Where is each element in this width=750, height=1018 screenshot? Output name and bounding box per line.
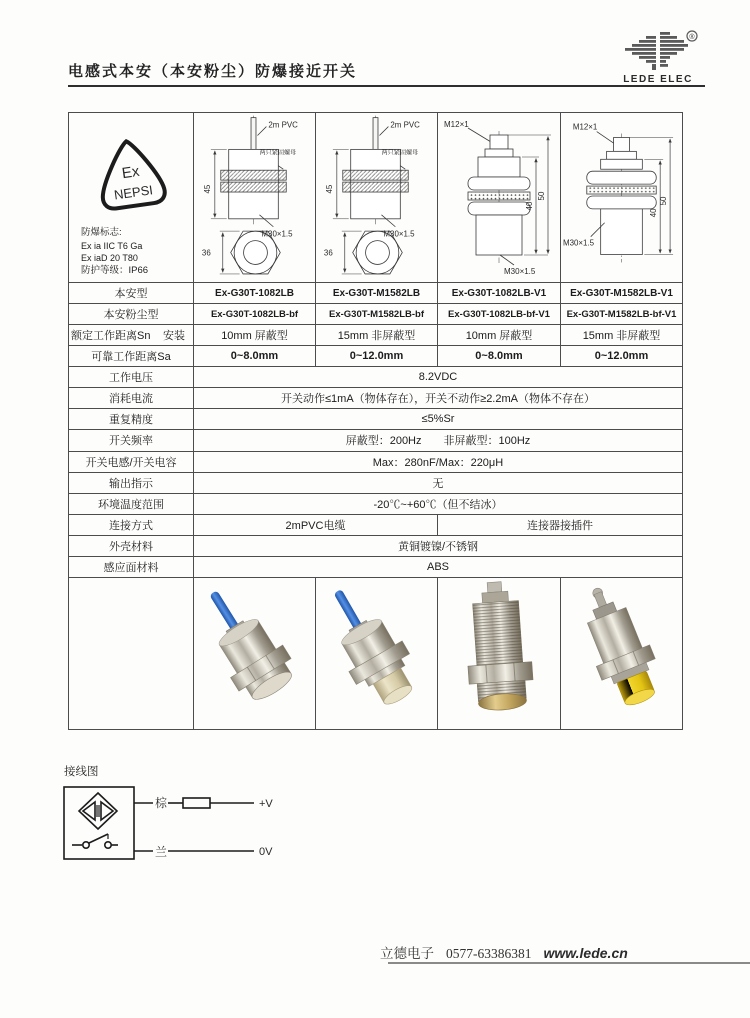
spec-value: Ex-G30T-M1582LB-bf: [316, 304, 438, 325]
footer: [380, 942, 680, 962]
badge-ex-label: Ex: [120, 162, 141, 183]
spec-label: 连接方式: [69, 514, 194, 535]
spec-value: 连接器接插件: [438, 514, 683, 535]
dim-40: 40: [525, 201, 534, 211]
footer-phone: 0577-63386381: [446, 946, 532, 961]
table-row: [69, 535, 683, 556]
nepsi-badge-icon: [76, 135, 186, 217]
spec-label: 环境温度范围: [69, 493, 194, 514]
cert-line1: Ex ia IIC T6 Ga: [81, 240, 143, 251]
brown-wire-label: 棕: [155, 796, 168, 810]
dim-50: 50: [659, 196, 669, 206]
photos-row-empty-cell: [69, 578, 194, 730]
table-row: [69, 409, 683, 430]
spec-value: -20℃~+60℃（但不结冰）: [194, 493, 683, 514]
thread-label: M30×1.5: [261, 229, 293, 239]
spec-value: Ex-G30T-1082LB-V1: [438, 283, 561, 304]
drawing-cable-type-1: [194, 113, 316, 283]
wiring-diagram-icon: [56, 779, 301, 874]
wiring-diagram-title: 接线图: [64, 766, 99, 778]
sensor-photo-icon: [561, 578, 682, 726]
sensor-photo-icon: [438, 578, 560, 726]
spec-value: 0~12.0mm: [561, 346, 683, 367]
spec-value: 15mm 非屏蔽型: [561, 325, 683, 346]
connector-label: M12×1: [572, 122, 598, 132]
spec-label: 可靠工作距离Sa: [69, 346, 194, 367]
spec-value: 10mm 屏蔽型: [438, 325, 561, 346]
thread-label: M30×1.5: [504, 267, 536, 276]
cert-line2: Ex iaD 20 T80: [81, 253, 138, 263]
table-row: [69, 304, 683, 325]
dim-36: 36: [201, 248, 211, 258]
dim-36: 36: [323, 248, 333, 258]
dimension-drawing-icon: [316, 113, 437, 279]
spec-value: 黄铜镀镍/不锈钢: [194, 535, 683, 556]
wiring-diagram: [56, 779, 301, 879]
badge-nepsi-label: NEPSI: [113, 182, 154, 203]
table-row: [69, 493, 683, 514]
spec-value: ABS: [194, 556, 683, 577]
dim-40: 40: [649, 208, 659, 218]
dimension-drawing-icon: [438, 113, 560, 279]
page-title: 电感式本安（本安粉尘）防爆接近开关: [68, 64, 358, 80]
blue-wire-label: 兰: [155, 845, 168, 859]
table-row: [69, 430, 683, 451]
spec-value: 屏蔽型：200Hz 非屏蔽型：100Hz: [194, 430, 683, 451]
spec-table: [68, 112, 683, 730]
spec-value: Ex-G30T-1082LB: [194, 283, 316, 304]
table-row: [69, 325, 683, 346]
spec-label: 开关频率: [69, 430, 194, 451]
sensor-photo-icon: [194, 578, 315, 726]
spec-label: 消耗电流: [69, 388, 194, 409]
spec-label: 本安粉尘型: [69, 304, 194, 325]
spec-value: 0~8.0mm: [194, 346, 316, 367]
sensor-photo-icon: [316, 578, 437, 726]
connector-label: M12×1: [444, 120, 469, 129]
spec-value: Ex-G30T-M1582LB-V1: [561, 283, 683, 304]
spec-label: 感应面材料: [69, 556, 194, 577]
table-row: [69, 367, 683, 388]
table-row: [69, 514, 683, 535]
spec-value: Ex-G30T-M1582LB-bf-V1: [561, 304, 683, 325]
thread-label: M30×1.5: [562, 238, 595, 248]
lede-logo-icon: [612, 28, 712, 86]
registered-mark: ®: [689, 34, 695, 41]
product-photo-cable-flush: [194, 578, 316, 730]
spec-value: 10mm 屏蔽型: [194, 325, 316, 346]
thread-label: M30×1.5: [383, 229, 415, 239]
table-row: [69, 283, 683, 304]
dim-45: 45: [324, 184, 334, 194]
spec-value: Ex-G30T-1082LB-bf: [194, 304, 316, 325]
cert-cell: [69, 113, 194, 283]
plus-v-label: +V: [259, 798, 273, 810]
product-photo-threaded-connector: [438, 578, 561, 730]
cable-label: 2m PVC: [268, 120, 298, 130]
spec-value: ≤5%Sr: [194, 409, 683, 430]
spec-label: 工作电压: [69, 367, 194, 388]
nuts-label: 两只紧固螺母: [381, 149, 419, 157]
spec-value: 无: [194, 472, 683, 493]
spec-value: Max：280nF/Max：220μH: [194, 451, 683, 472]
footer-company: 立德电子: [380, 946, 434, 961]
spec-label: 外壳材料: [69, 535, 194, 556]
drawings-row: [69, 113, 683, 283]
spec-label: 重复精度: [69, 409, 194, 430]
brand-logo: [612, 28, 712, 86]
spec-value: 0~12.0mm: [316, 346, 438, 367]
product-photo-cable-extended: [316, 578, 438, 730]
spec-label: [69, 325, 194, 346]
spec-label-right-text: 安装: [163, 330, 185, 343]
footer-website: www.lede.cn: [543, 945, 628, 961]
table-row: [69, 556, 683, 577]
title-divider: [68, 85, 705, 87]
dimension-drawing-icon: [561, 113, 682, 279]
spec-label: 本安型: [69, 283, 194, 304]
cable-label: 2m PVC: [390, 120, 420, 130]
table-row: [69, 472, 683, 493]
table-row: [69, 346, 683, 367]
drawing-cable-type-2: [316, 113, 438, 283]
photos-row: [69, 578, 683, 730]
spec-value: Ex-G30T-M1582LB: [316, 283, 438, 304]
footer-divider: [388, 962, 750, 964]
dim-50: 50: [537, 191, 546, 201]
spec-value: 15mm 非屏蔽型: [316, 325, 438, 346]
drawing-connector-type-2: [561, 113, 683, 283]
spec-value: 开关动作≤1mA（物体存在），开关不动作≥2.2mA（物体不存在）: [194, 388, 683, 409]
spec-label: 输出指示: [69, 472, 194, 493]
product-photo-yellow-tip: [561, 578, 683, 730]
zero-v-label: 0V: [259, 846, 273, 858]
spec-label: 开关电感/开关电容: [69, 451, 194, 472]
spec-label-text: 额定工作距离Sn: [71, 330, 151, 343]
logo-text: LEDE ELEC: [623, 74, 693, 85]
nuts-label: 两只紧固螺母: [259, 149, 297, 157]
table-row: [69, 388, 683, 409]
dim-45: 45: [202, 184, 212, 194]
spec-value: 8.2VDC: [194, 367, 683, 388]
drawing-connector-type-1: [438, 113, 561, 283]
spec-value: 0~8.0mm: [438, 346, 561, 367]
cert-title: 防爆标志:: [81, 227, 122, 238]
dimension-drawing-icon: [194, 113, 315, 279]
cert-line3: 防护等级：IP66: [81, 264, 149, 276]
spec-value: Ex-G30T-1082LB-bf-V1: [438, 304, 561, 325]
table-row: [69, 451, 683, 472]
cert-text-block: [69, 227, 148, 277]
spec-value: 2mPVC电缆: [194, 514, 438, 535]
